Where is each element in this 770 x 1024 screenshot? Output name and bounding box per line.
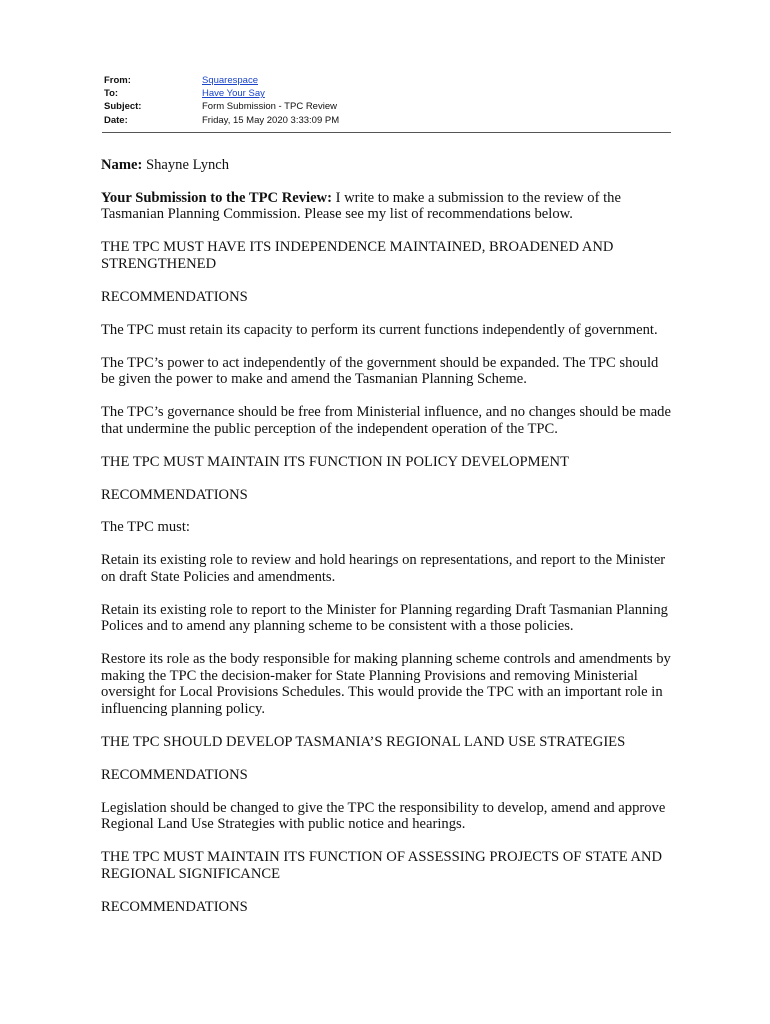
name-value: Shayne Lynch (142, 157, 230, 173)
recommendations-heading: RECOMMENDATIONS (101, 288, 248, 305)
to-link[interactable]: Have Your Say (202, 88, 265, 100)
body-paragraph: The TPC’s governance should be free from Ministerial influence, and no changes should be made that undermine the public perception of the independent operation of the TPC. (101, 404, 671, 437)
subject-value: Form Submission - TPC Review (202, 101, 337, 113)
recommendations-heading: RECOMMENDATIONS (101, 486, 248, 503)
body-paragraph: Retain its existing role to review and hold hearings on representations, and report to the Minister on draft State Policies and amendments. (101, 552, 666, 585)
from-link[interactable]: Squarespace (202, 75, 258, 86)
submission-paragraph (101, 190, 673, 223)
from-label: From: (104, 75, 131, 86)
section-heading-projects: THE TPC MUST MAINTAIN ITS FUNCTION OF ASSESSING PROJECTS OF STATE AND REGIONAL SIGNIFICANCE (101, 849, 663, 882)
subject-label: Subject: (104, 101, 142, 113)
body-paragraph: Legislation should be changed to give the TPC the responsibility to develop, amend and approve Regional Land Use Strategies with public notice and hearings. (101, 799, 666, 833)
to-label: To: (104, 88, 119, 100)
section-heading-policy: THE TPC MUST MAINTAIN ITS FUNCTION IN POLICY DEVELOPMENT (101, 453, 569, 470)
subject-row (104, 100, 672, 113)
name-paragraph (101, 157, 673, 174)
email-header (104, 74, 672, 127)
from-row (104, 74, 672, 87)
header-divider (102, 132, 671, 133)
body-paragraph: Retain its existing role to report to the Minister for Planning regarding Draft Tasmanian Planning Polices and to amend any planning scheme to be consistent with a those policies. (101, 601, 668, 635)
name-label: Name: (101, 157, 143, 173)
section-heading-regional: THE TPC SHOULD DEVELOP TASMANIA’S REGIONAL LAND USE STRATEGIES (101, 733, 626, 750)
body-paragraph: The TPC must: (101, 519, 190, 536)
body-paragraph: The TPC’s power to act independently of the government should be expanded. The TPC should be given the power to make and amend the Tasmanian Planning Scheme. (101, 354, 659, 388)
body-paragraph: The TPC must retain its capacity to perform its current functions independently of government. (101, 321, 658, 338)
submission-text: I write to make a submission to the review of the Tasmanian Planning Commission. Please see my list of recommendations below. (101, 189, 621, 223)
date-row (104, 114, 672, 127)
email-body (101, 157, 673, 932)
body-paragraph: Restore its role as the body responsible for making planning scheme controls and amendments by making the TPC the decision-maker for State Planning Provisions and removing Ministerial oversight for Local Provisions Schedules. This would provide the TPC with an important role in influencing planning policy. (101, 651, 671, 718)
section-heading-independence: THE TPC MUST HAVE ITS INDEPENDENCE MAINTAINED, BROADENED AND STRENGTHENED (101, 239, 614, 272)
recommendations-heading: RECOMMENDATIONS (101, 898, 248, 915)
date-label: Date: (104, 114, 128, 126)
recommendations-heading: RECOMMENDATIONS (101, 766, 248, 783)
to-row (104, 87, 672, 100)
submission-label: Your Submission to the TPC Review: (101, 189, 332, 206)
date-value: Friday, 15 May 2020 3:33:09 PM (202, 114, 340, 126)
